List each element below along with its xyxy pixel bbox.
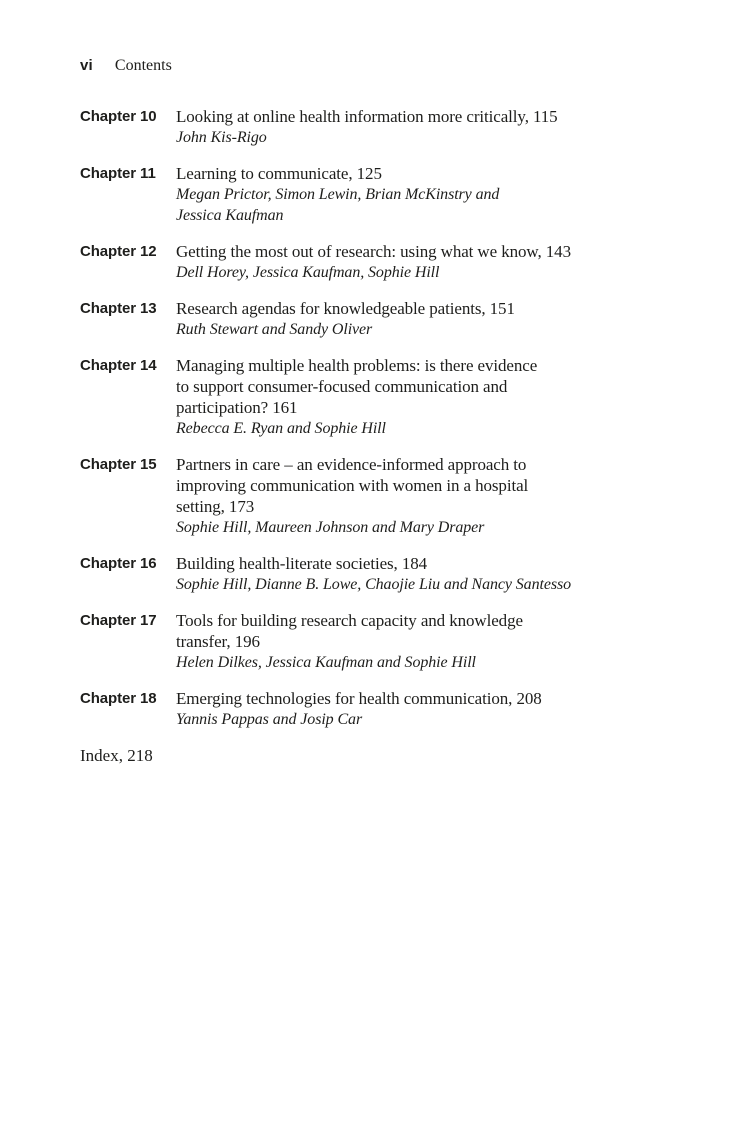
- chapter-title-line: Looking at online health information more critically, 115: [176, 107, 558, 126]
- chapter-title-line: to support consumer-focused communication and: [176, 377, 508, 396]
- chapter-title-line: Partners in care – an evidence-informed approach to: [176, 455, 527, 474]
- entry-body: [176, 688, 697, 730]
- chapter-title: [176, 688, 697, 709]
- toc-entry: [80, 355, 697, 439]
- chapter-title: [176, 298, 697, 319]
- toc-list: [80, 106, 697, 730]
- chapter-author-line: Yannis Pappas and Josip Car: [176, 711, 363, 728]
- running-head: [80, 57, 697, 75]
- chapter-label: Chapter 11: [80, 165, 156, 182]
- chapter-author-line: Megan Prictor, Simon Lewin, Brian McKinstry and: [176, 186, 500, 203]
- chapter-label: Chapter 10: [80, 108, 157, 125]
- entry-body: [176, 355, 697, 439]
- chapter-label: Chapter 16: [80, 555, 157, 572]
- chapter-title-line: transfer, 196: [176, 632, 260, 651]
- entry-body: [176, 553, 697, 595]
- chapter-title: [176, 163, 697, 184]
- chapter-title-line: Getting the most out of research: using what we know, 143: [176, 242, 571, 261]
- chapter-authors: [176, 709, 697, 730]
- chapter-title-line: setting, 173: [176, 497, 255, 516]
- chapter-label: Chapter 14: [80, 357, 157, 374]
- chapter-author-line: Ruth Stewart and Sandy Oliver: [176, 321, 373, 338]
- page-title: Contents: [114, 57, 172, 74]
- index-entry: Index, 218: [80, 746, 153, 765]
- chapter-label: Chapter 13: [80, 300, 157, 317]
- chapter-label: Chapter 17: [80, 612, 157, 629]
- chapter-label: Chapter 15: [80, 456, 157, 473]
- chapter-title-line: Learning to communicate, 125: [176, 164, 382, 183]
- chapter-authors: [176, 418, 697, 439]
- chapter-title: [176, 355, 697, 418]
- entry-body: [176, 610, 697, 673]
- chapter-title-line: Research agendas for knowledgeable patients, 151: [176, 299, 515, 318]
- chapter-title: [176, 610, 697, 652]
- chapter-author-line: Sophie Hill, Dianne B. Lowe, Chaojie Liu and Nancy Santesso: [176, 576, 571, 593]
- chapter-author-line: Helen Dilkes, Jessica Kaufman and Sophie Hill: [176, 654, 476, 671]
- chapter-title-line: participation? 161: [176, 398, 298, 417]
- chapter-authors: [176, 574, 697, 595]
- chapter-title-line: Managing multiple health problems: is there evidence: [176, 356, 538, 375]
- chapter-author-line: Sophie Hill, Maureen Johnson and Mary Draper: [176, 519, 485, 536]
- chapter-title-line: Tools for building research capacity and knowledge: [176, 611, 523, 630]
- chapter-title: [176, 454, 697, 517]
- chapter-authors: [176, 127, 697, 148]
- entry-body: [176, 298, 697, 340]
- toc-entry: [80, 106, 697, 148]
- chapter-title: [176, 553, 697, 574]
- chapter-authors: [176, 517, 697, 538]
- toc-entry: [80, 688, 697, 730]
- chapter-authors: [176, 319, 697, 340]
- toc-entry: [80, 553, 697, 595]
- entry-body: [176, 163, 697, 226]
- chapter-authors: [176, 262, 697, 283]
- toc-entry: [80, 298, 697, 340]
- entry-body: [176, 454, 697, 538]
- chapter-author-line: John Kis-Rigo: [176, 129, 267, 146]
- chapter-authors: [176, 184, 697, 226]
- entry-body: [176, 241, 697, 283]
- chapter-title: [176, 106, 697, 127]
- chapter-title-line: Building health-literate societies, 184: [176, 554, 428, 573]
- chapter-title-line: Emerging technologies for health communication, 208: [176, 689, 542, 708]
- toc-entry: [80, 241, 697, 283]
- chapter-label: Chapter 18: [80, 690, 157, 707]
- chapter-author-line: Rebecca E. Ryan and Sophie Hill: [176, 420, 386, 437]
- toc-entry: [80, 454, 697, 538]
- toc-entry: [80, 610, 697, 673]
- entry-body: [176, 106, 697, 148]
- chapter-author-line: Jessica Kaufman: [176, 207, 284, 224]
- chapter-author-line: Dell Horey, Jessica Kaufman, Sophie Hill: [176, 264, 440, 281]
- chapter-authors: [176, 652, 697, 673]
- page-number: vi: [80, 57, 93, 74]
- toc-entry: [80, 163, 697, 226]
- chapter-title-line: improving communication with women in a hospital: [176, 476, 529, 495]
- chapter-label: Chapter 12: [80, 243, 157, 260]
- chapter-title: [176, 241, 697, 262]
